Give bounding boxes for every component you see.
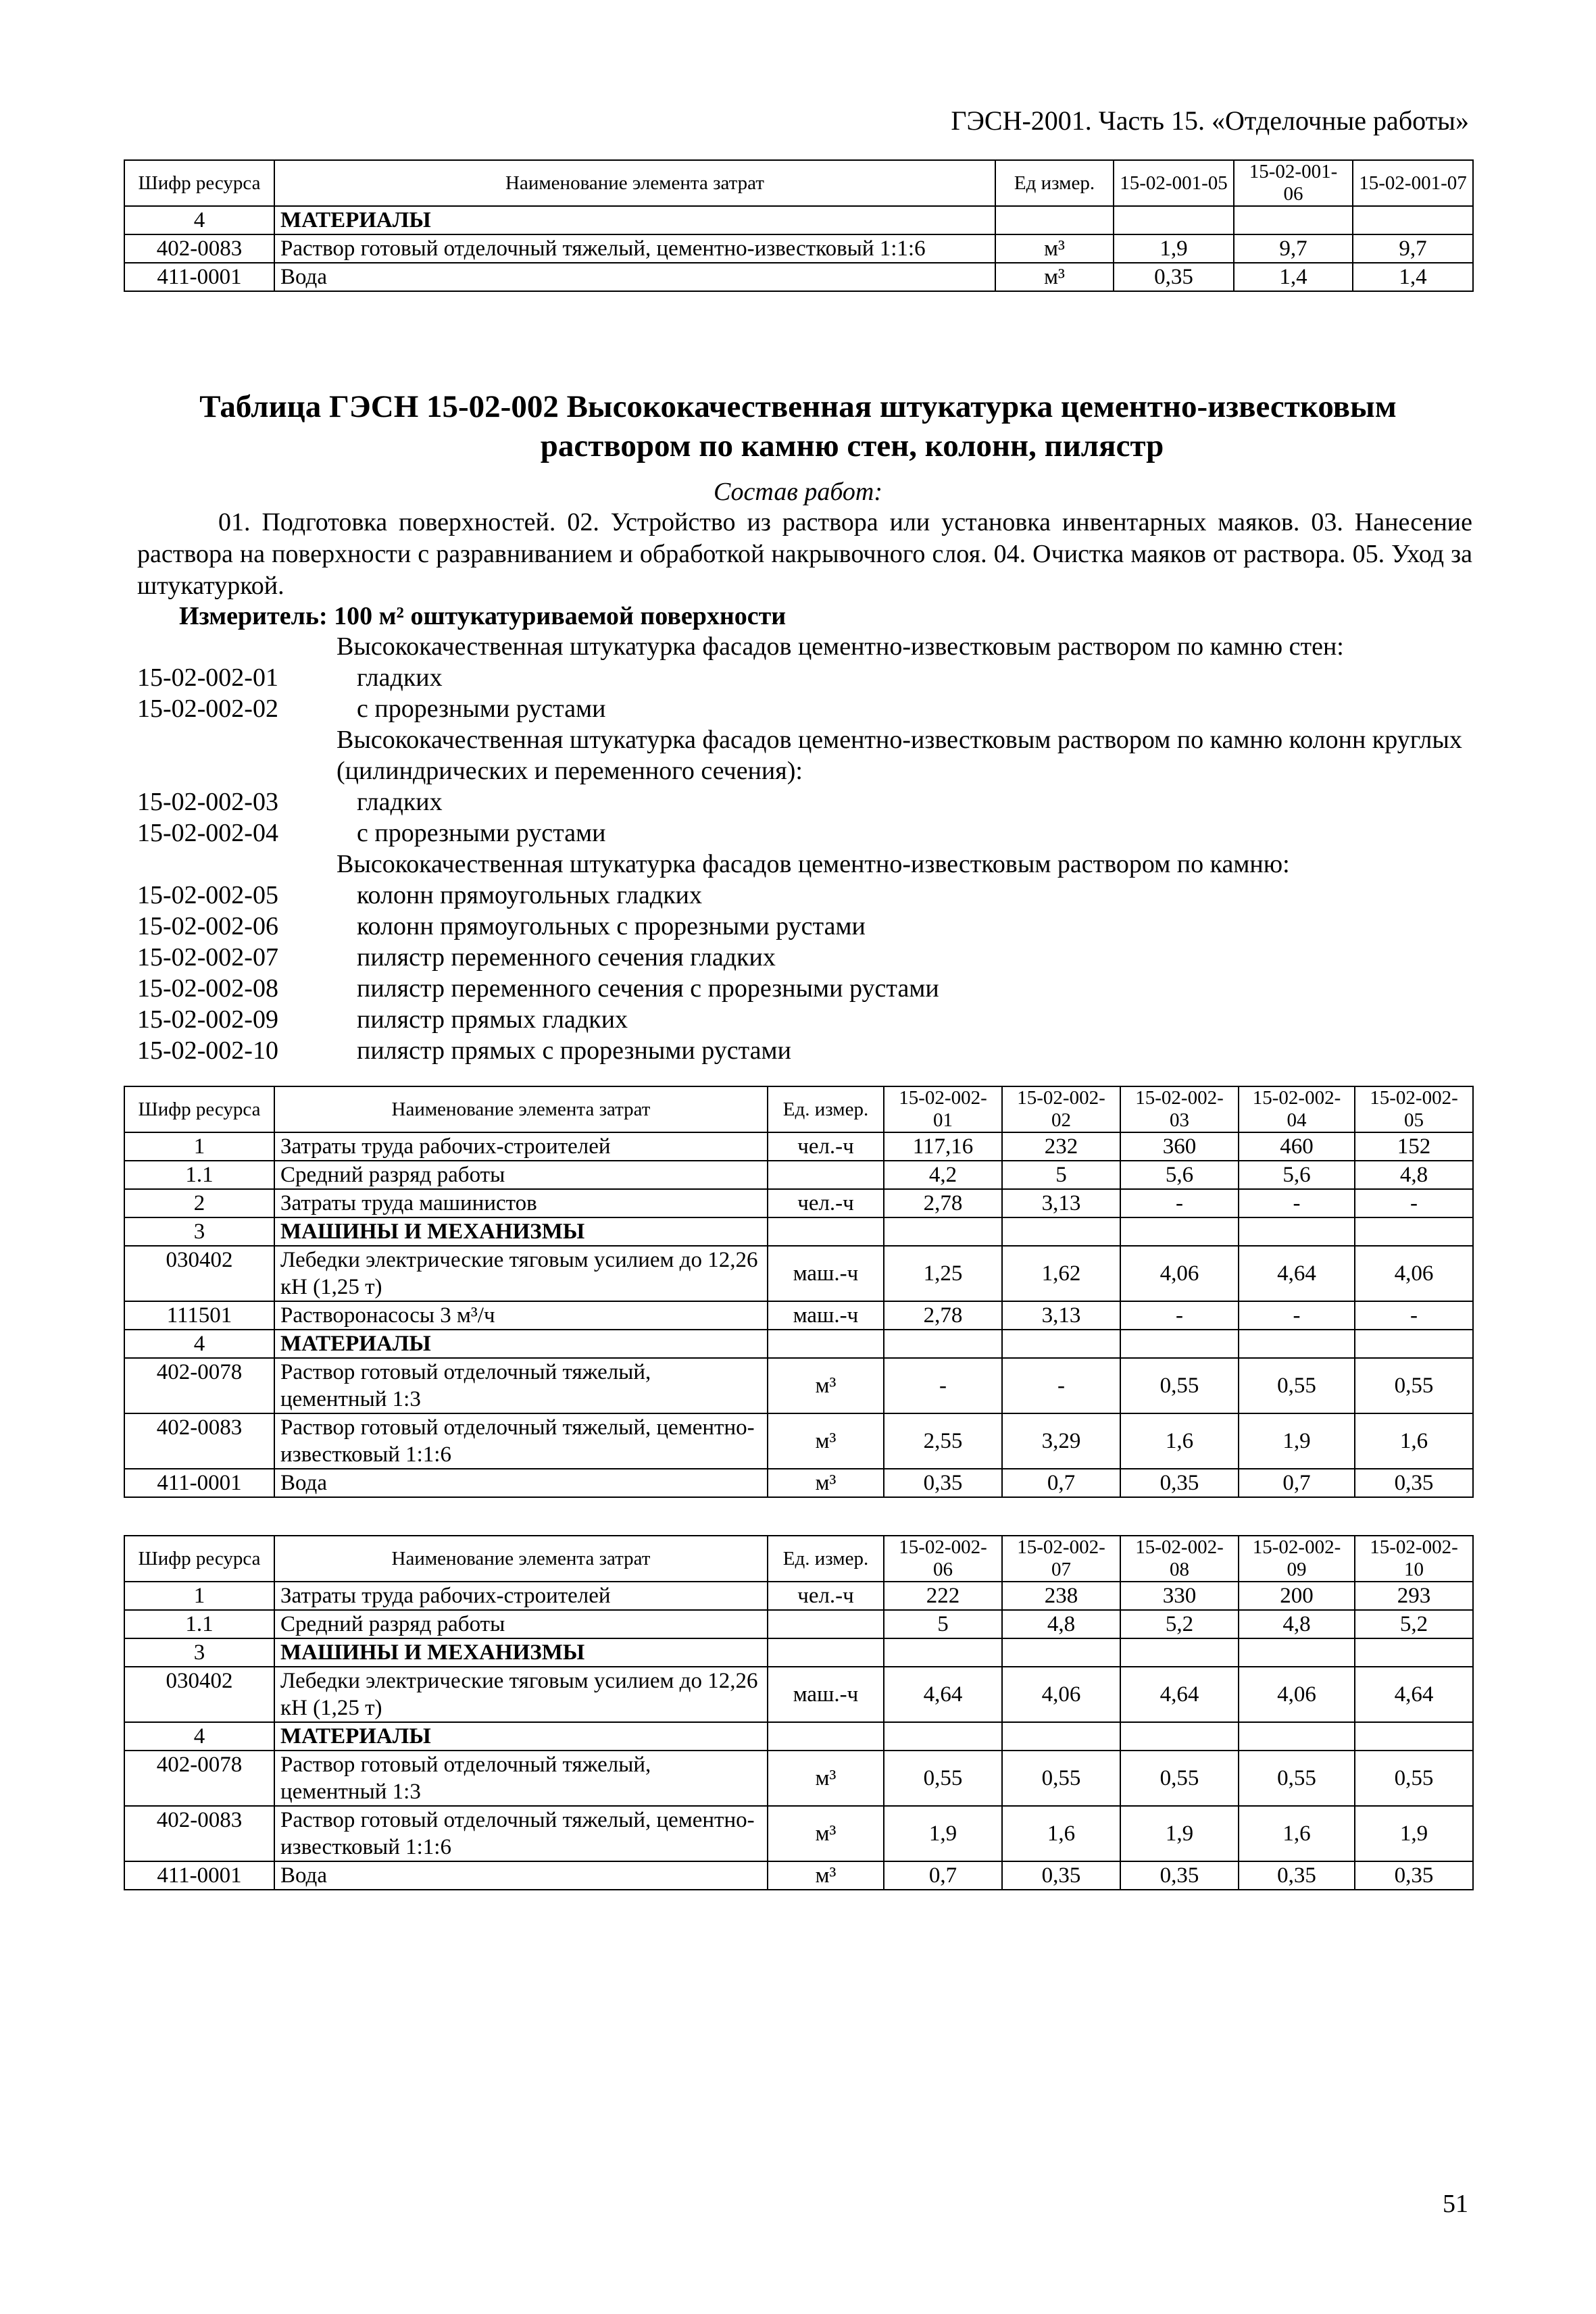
value-cell: - <box>1355 1301 1473 1330</box>
table-header-row <box>124 160 1473 206</box>
norm-code: 15-02-002-03 <box>137 788 278 816</box>
resource-code-cell: 3 <box>124 1638 274 1667</box>
cost-element-cell: МАШИНЫ И МЕХАНИЗМЫ <box>274 1217 768 1246</box>
resource-table-2 <box>124 1086 1474 1498</box>
table-row <box>124 234 1473 263</box>
table-row <box>124 1751 1473 1806</box>
value-cell <box>1002 1722 1120 1751</box>
value-cell: 0,55 <box>1239 1358 1355 1413</box>
value-cell <box>884 1330 1002 1358</box>
value-cell: 5,6 <box>1120 1161 1239 1189</box>
resource-code-cell: 411-0001 <box>124 1861 274 1890</box>
value-cell: 222 <box>884 1582 1002 1610</box>
value-cell: 0,35 <box>1120 1469 1239 1497</box>
table-title <box>0 387 1596 466</box>
value-cell <box>1120 1638 1239 1667</box>
value-cell: 0,35 <box>1355 1469 1473 1497</box>
value-cell: 0,55 <box>884 1751 1002 1806</box>
value-cell: - <box>1239 1189 1355 1217</box>
value-cell: 200 <box>1239 1582 1355 1610</box>
norm-description: с прорезными рустами <box>357 819 606 847</box>
code-list-item <box>137 818 1472 849</box>
value-cell: 4,06 <box>1355 1246 1473 1301</box>
table-row <box>124 1246 1473 1301</box>
unit-cell: м³ <box>995 234 1114 263</box>
value-cell: 0,35 <box>1002 1861 1120 1890</box>
value-cell: 4,64 <box>1120 1667 1239 1722</box>
value-cell: 1,25 <box>884 1246 1002 1301</box>
value-cell: 4,2 <box>884 1161 1002 1189</box>
cost-element-cell: Вода <box>274 1861 768 1890</box>
resource-code-cell: 402-0083 <box>124 234 274 263</box>
table-row <box>124 1610 1473 1638</box>
column-header: 15-02-002-06 <box>884 1536 1002 1582</box>
cost-element-cell: МАШИНЫ И МЕХАНИЗМЫ <box>274 1638 768 1667</box>
value-cell: 1,6 <box>1002 1806 1120 1861</box>
value-cell: 4,64 <box>1355 1667 1473 1722</box>
table-row <box>124 1861 1473 1890</box>
resource-code-cell: 2 <box>124 1189 274 1217</box>
value-cell: 0,55 <box>1239 1751 1355 1806</box>
cost-element-cell: Раствор готовый отделочный тяжелый, цементно-известковый 1:1:6 <box>274 1806 768 1861</box>
column-header: 15-02-001-06 <box>1234 160 1353 206</box>
value-cell: 5,2 <box>1120 1610 1239 1638</box>
norm-description: пилястр переменного сечения с прорезными рустами <box>357 974 939 1003</box>
column-header: 15-02-002-10 <box>1355 1536 1473 1582</box>
value-cell: 1,4 <box>1353 263 1473 291</box>
cost-element-cell: Раствор готовый отделочный тяжелый, цементно-известковый 1:1:6 <box>274 1413 768 1469</box>
value-cell <box>1239 1217 1355 1246</box>
value-cell: 3,13 <box>1002 1189 1120 1217</box>
code-group-heading: Высококачественная штукатурка фасадов цементно-известковым раствором по камню: <box>336 850 1290 878</box>
norm-description: пилястр прямых гладких <box>357 1005 628 1034</box>
value-cell: 1,4 <box>1234 263 1353 291</box>
norm-code: 15-02-002-06 <box>137 912 278 940</box>
norm-code: 15-02-002-07 <box>137 943 278 972</box>
unit-cell <box>768 1161 884 1189</box>
table-row <box>124 263 1473 291</box>
value-cell: 293 <box>1355 1582 1473 1610</box>
value-cell: 9,7 <box>1234 234 1353 263</box>
value-cell: - <box>884 1358 1002 1413</box>
cost-element-cell: Растворонасосы 3 м³/ч <box>274 1301 768 1330</box>
table-header-row <box>124 1086 1473 1132</box>
value-cell <box>1114 206 1234 234</box>
value-cell: - <box>1120 1189 1239 1217</box>
value-cell: 0,35 <box>884 1469 1002 1497</box>
resource-code-cell: 411-0001 <box>124 1469 274 1497</box>
value-cell: 0,7 <box>884 1861 1002 1890</box>
section-row <box>124 1722 1473 1751</box>
norm-code: 15-02-002-01 <box>137 663 278 692</box>
norm-description: с прорезными рустами <box>357 695 606 723</box>
value-cell: 3,29 <box>1002 1413 1120 1469</box>
unit-cell: м³ <box>768 1806 884 1861</box>
unit-cell: м³ <box>995 263 1114 291</box>
column-header: Шифр ресурса <box>124 1536 274 1582</box>
unit-cell: м³ <box>768 1413 884 1469</box>
table-title-line-1: Таблица ГЭСН 15-02-002 Высококачественная штукатурка цементно-известковым <box>199 389 1397 424</box>
table-row <box>124 1667 1473 1722</box>
resource-table-1 <box>124 159 1474 292</box>
column-header: 15-02-001-05 <box>1114 160 1234 206</box>
value-cell: 4,8 <box>1239 1610 1355 1638</box>
table-title-line-2: раствором по камню стен, колонн, пилястр <box>540 428 1164 463</box>
value-cell: 4,06 <box>1239 1667 1355 1722</box>
value-cell <box>1120 1217 1239 1246</box>
column-header: 15-02-001-07 <box>1353 160 1473 206</box>
column-header: Шифр ресурса <box>124 160 274 206</box>
resource-code-cell: 402-0083 <box>124 1413 274 1469</box>
table-row <box>124 1358 1473 1413</box>
value-cell: 5,2 <box>1355 1610 1473 1638</box>
value-cell <box>884 1217 1002 1246</box>
table-row <box>124 1161 1473 1189</box>
cost-element-cell: Средний разряд работы <box>274 1610 768 1638</box>
running-header: ГЭСН-2001. Часть 15. «Отделочные работы» <box>951 105 1469 136</box>
table-row <box>124 1469 1473 1497</box>
value-cell: 4,06 <box>1120 1246 1239 1301</box>
value-cell: 1,6 <box>1355 1413 1473 1469</box>
value-cell: 1,9 <box>1355 1806 1473 1861</box>
resource-code-cell: 111501 <box>124 1301 274 1330</box>
resource-code-cell: 030402 <box>124 1246 274 1301</box>
section-row <box>124 1217 1473 1246</box>
value-cell <box>1355 1638 1473 1667</box>
value-cell <box>884 1638 1002 1667</box>
code-list <box>137 631 1472 1066</box>
value-cell: 460 <box>1239 1132 1355 1161</box>
value-cell: 4,64 <box>884 1667 1002 1722</box>
value-cell: 238 <box>1002 1582 1120 1610</box>
value-cell: 2,78 <box>884 1189 1002 1217</box>
unit-cell: маш.-ч <box>768 1667 884 1722</box>
cost-element-cell: Затраты труда машинистов <box>274 1189 768 1217</box>
value-cell: 360 <box>1120 1132 1239 1161</box>
norm-code: 15-02-002-08 <box>137 974 278 1003</box>
measure-unit: Измеритель: 100 м² оштукатуриваемой поверхности <box>179 602 787 630</box>
value-cell <box>1002 1330 1120 1358</box>
value-cell: 0,55 <box>1120 1358 1239 1413</box>
column-header: 15-02-002-05 <box>1355 1086 1473 1132</box>
table-row <box>124 1189 1473 1217</box>
value-cell <box>1355 1330 1473 1358</box>
unit-cell <box>768 1330 884 1358</box>
value-cell: 5 <box>884 1610 1002 1638</box>
code-list-item <box>137 1035 1472 1066</box>
value-cell <box>1353 206 1473 234</box>
column-header: Шифр ресурса <box>124 1086 274 1132</box>
value-cell: 1,9 <box>1120 1806 1239 1861</box>
value-cell <box>1355 1217 1473 1246</box>
value-cell: 4,06 <box>1002 1667 1120 1722</box>
value-cell: - <box>1355 1189 1473 1217</box>
code-group-heading: Высококачественная штукатурка фасадов цементно-известковым раствором по камню стен: <box>336 632 1344 661</box>
value-cell: 1,6 <box>1120 1413 1239 1469</box>
unit-cell <box>768 1610 884 1638</box>
value-cell: 4,8 <box>1355 1161 1473 1189</box>
cost-element-cell: Затраты труда рабочих-строителей <box>274 1132 768 1161</box>
value-cell: 1,9 <box>1239 1413 1355 1469</box>
unit-cell: чел.-ч <box>768 1582 884 1610</box>
cost-element-cell: Средний разряд работы <box>274 1161 768 1189</box>
resource-code-cell: 030402 <box>124 1667 274 1722</box>
code-list-item <box>137 973 1472 1004</box>
value-cell: - <box>1120 1301 1239 1330</box>
resource-code-cell: 402-0078 <box>124 1751 274 1806</box>
column-header: 15-02-002-01 <box>884 1086 1002 1132</box>
norm-code: 15-02-002-04 <box>137 819 278 847</box>
norm-code: 15-02-002-02 <box>137 695 278 723</box>
resource-code-cell: 1.1 <box>124 1610 274 1638</box>
value-cell: 0,7 <box>1239 1469 1355 1497</box>
resource-code-cell: 1 <box>124 1132 274 1161</box>
value-cell: 0,55 <box>1355 1358 1473 1413</box>
code-group-heading: Высококачественная штукатурка фасадов цементно-известковым раствором по камню колонн круглых (цилиндрических и переменного сечения): <box>336 726 1462 785</box>
cost-element-cell: Вода <box>274 1469 768 1497</box>
value-cell <box>1234 206 1353 234</box>
norm-code: 15-02-002-05 <box>137 881 278 909</box>
unit-cell <box>768 1722 884 1751</box>
cost-element-cell: МАТЕРИАЛЫ <box>274 1330 768 1358</box>
code-list-item <box>137 1004 1472 1035</box>
resource-code-cell: 411-0001 <box>124 263 274 291</box>
cost-element-cell: Вода <box>274 263 995 291</box>
unit-cell: чел.-ч <box>768 1189 884 1217</box>
unit-cell <box>768 1638 884 1667</box>
cost-element-cell: Раствор готовый отделочный тяжелый, цементный 1:3 <box>274 1751 768 1806</box>
value-cell: 0,7 <box>1002 1469 1120 1497</box>
unit-cell: м³ <box>768 1861 884 1890</box>
unit-cell <box>768 1217 884 1246</box>
value-cell: 0,35 <box>1114 263 1234 291</box>
value-cell: 1,62 <box>1002 1246 1120 1301</box>
value-cell <box>1239 1722 1355 1751</box>
value-cell: 1,6 <box>1239 1806 1355 1861</box>
unit-cell: м³ <box>768 1751 884 1806</box>
resource-code-cell: 1 <box>124 1582 274 1610</box>
composition-caption: Состав работ: <box>713 478 883 506</box>
cost-element-cell: Затраты труда рабочих-строителей <box>274 1582 768 1610</box>
cost-element-cell: Лебедки электрические тяговым усилием до 12,26 кН (1,25 т) <box>274 1667 768 1722</box>
value-cell <box>1239 1638 1355 1667</box>
column-header: 15-02-002-09 <box>1239 1536 1355 1582</box>
table-row <box>124 1806 1473 1861</box>
table-row <box>124 1582 1473 1610</box>
code-list-item <box>137 942 1472 973</box>
norm-description: пилястр переменного сечения гладких <box>357 943 776 972</box>
column-header: Ед. измер. <box>768 1536 884 1582</box>
table-row <box>124 1413 1473 1469</box>
value-cell <box>1239 1330 1355 1358</box>
norm-description: колонн прямоугольных с прорезными рустами <box>357 912 866 940</box>
norm-description: гладких <box>357 788 443 816</box>
unit-cell: маш.-ч <box>768 1301 884 1330</box>
code-list-item <box>137 662 1472 693</box>
section-row <box>124 1638 1473 1667</box>
resource-code-cell: 402-0078 <box>124 1358 274 1413</box>
column-header: Ед. измер. <box>768 1086 884 1132</box>
code-list-item <box>137 786 1472 818</box>
table-header-row <box>124 1536 1473 1582</box>
value-cell: 117,16 <box>884 1132 1002 1161</box>
resource-code-cell: 402-0083 <box>124 1806 274 1861</box>
value-cell: - <box>1239 1301 1355 1330</box>
unit-cell: м³ <box>768 1358 884 1413</box>
value-cell: 0,35 <box>1355 1861 1473 1890</box>
column-header: 15-02-002-08 <box>1120 1536 1239 1582</box>
value-cell: 2,78 <box>884 1301 1002 1330</box>
column-header: 15-02-002-02 <box>1002 1086 1120 1132</box>
value-cell: 4,64 <box>1239 1246 1355 1301</box>
value-cell: 152 <box>1355 1132 1473 1161</box>
code-list-item <box>137 880 1472 911</box>
value-cell: 4,8 <box>1002 1610 1120 1638</box>
norm-description: пилястр прямых с прорезными рустами <box>357 1036 791 1065</box>
norm-description: колонн прямоугольных гладких <box>357 881 702 909</box>
section-row <box>124 1330 1473 1358</box>
section-row <box>124 206 1473 234</box>
value-cell: 330 <box>1120 1582 1239 1610</box>
code-list-item <box>137 911 1472 942</box>
cost-element-cell: Раствор готовый отделочный тяжелый, цементно-известковый 1:1:6 <box>274 234 995 263</box>
norm-code: 15-02-002-09 <box>137 1005 278 1034</box>
column-header: 15-02-002-03 <box>1120 1086 1239 1132</box>
value-cell: 0,55 <box>1355 1751 1473 1806</box>
code-list-item <box>137 693 1472 724</box>
value-cell: 0,35 <box>1239 1861 1355 1890</box>
unit-cell: чел.-ч <box>768 1132 884 1161</box>
composition-text: 01. Подготовка поверхностей. 02. Устройство из раствора или установка инвентарных маяков. 03. Нанесение раствора на поверхности с разравниванием и обработкой накрывочного слоя. 04. Очистка маяков от раствора. 05. Уход за штукатуркой. <box>137 508 1472 600</box>
norm-description: гладких <box>357 663 443 692</box>
value-cell: 1,9 <box>884 1806 1002 1861</box>
table-row <box>124 1301 1473 1330</box>
column-header: Наименование элемента затрат <box>274 1536 768 1582</box>
cost-element-cell: МАТЕРИАЛЫ <box>274 1722 768 1751</box>
unit-cell <box>995 206 1114 234</box>
resource-code-cell: 4 <box>124 1330 274 1358</box>
unit-cell: маш.-ч <box>768 1246 884 1301</box>
value-cell <box>1002 1638 1120 1667</box>
value-cell <box>1120 1330 1239 1358</box>
column-header: 15-02-002-07 <box>1002 1536 1120 1582</box>
cost-element-cell: МАТЕРИАЛЫ <box>274 206 995 234</box>
unit-cell: м³ <box>768 1469 884 1497</box>
resource-code-cell: 4 <box>124 1722 274 1751</box>
value-cell: 3,13 <box>1002 1301 1120 1330</box>
column-header: Наименование элемента затрат <box>274 160 995 206</box>
value-cell: 232 <box>1002 1132 1120 1161</box>
value-cell: 0,55 <box>1120 1751 1239 1806</box>
value-cell <box>1002 1217 1120 1246</box>
value-cell: 1,9 <box>1114 234 1234 263</box>
value-cell: 9,7 <box>1353 234 1473 263</box>
norm-code: 15-02-002-10 <box>137 1036 278 1065</box>
column-header: Наименование элемента затрат <box>274 1086 768 1132</box>
cost-element-cell: Раствор готовый отделочный тяжелый, цементный 1:3 <box>274 1358 768 1413</box>
resource-code-cell: 1.1 <box>124 1161 274 1189</box>
value-cell: 0,35 <box>1120 1861 1239 1890</box>
column-header: Ед измер. <box>995 160 1114 206</box>
value-cell: 5 <box>1002 1161 1120 1189</box>
cost-element-cell: Лебедки электрические тяговым усилием до 12,26 кН (1,25 т) <box>274 1246 768 1301</box>
value-cell <box>1355 1722 1473 1751</box>
value-cell <box>1120 1722 1239 1751</box>
resource-table-3 <box>124 1535 1474 1890</box>
column-header: 15-02-002-04 <box>1239 1086 1355 1132</box>
value-cell: 0,55 <box>1002 1751 1120 1806</box>
page-number: 51 <box>1443 2190 1468 2218</box>
value-cell: 5,6 <box>1239 1161 1355 1189</box>
value-cell <box>884 1722 1002 1751</box>
value-cell: - <box>1002 1358 1120 1413</box>
table-row <box>124 1132 1473 1161</box>
resource-code-cell: 3 <box>124 1217 274 1246</box>
value-cell: 2,55 <box>884 1413 1002 1469</box>
resource-code-cell: 4 <box>124 206 274 234</box>
